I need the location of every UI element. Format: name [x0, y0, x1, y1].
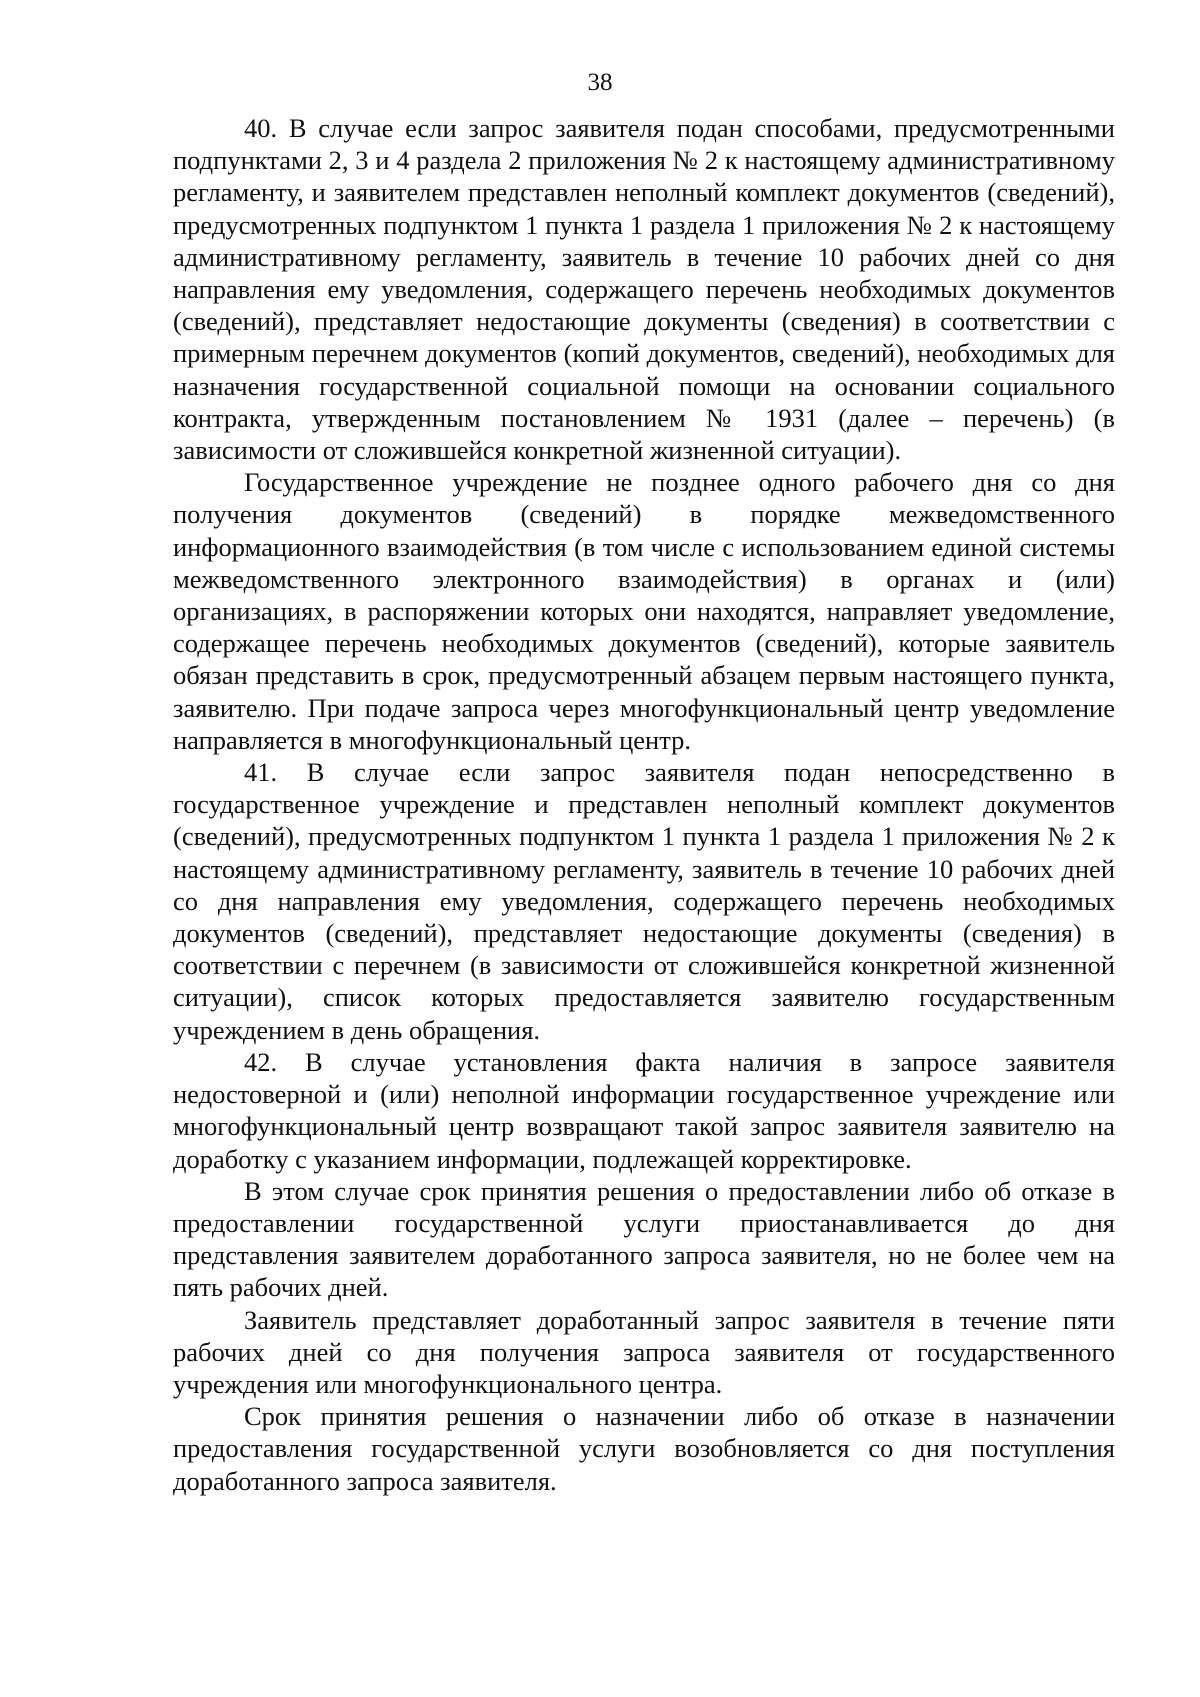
paragraph-40: 40. В случае если запрос заявителя подан способами, предусмотренными подпунктами 2, 3 и 4 раздела 2 приложения № 2 к настоящему административному регламенту, и заявителем представлен неполный комплект документов (сведений), предусмотренных подпунктом 1 пункта 1 раздела 1 приложения № 2 к настоящему административному регламенту, заявитель в течение 10 рабочих дней со дня направления ему уведомления, содержащего перечень необходимых документов (сведений), представляет недостающие документы (сведения) в соответствии с примерным перечнем документов (копий документов, сведений), необходимых для назначения государственной социальной помощи на основании социального контракта, утвержденным постановлением № 1931 (далее – перечень) (в зависимости от сложившейся конкретной жизненной ситуации).	[173, 113, 1115, 466]
document-body	[173, 112, 1115, 1497]
paragraph-42: 42. В случае установления факта наличия в запросе заявителя недостоверной и (или) неполной информации государственное учреждение или многофункциональный центр возвращают такой запрос заявителя заявителю на доработку с указанием информации, подлежащей корректировке.	[173, 1046, 1115, 1174]
paragraph-42-resubmission: Заявитель представляет доработанный запрос заявителя в течение пяти рабочих дней со дня получения запроса заявителя от государственного учреждения или многофункционального центра.	[173, 1304, 1115, 1399]
paragraph-42-resumption: Срок принятия решения о назначении либо об отказе в назначении предоставления государственной услуги возобновляется со дня поступления доработанного запроса заявителя.	[173, 1401, 1115, 1496]
paragraph-42-suspension: В этом случае срок принятия решения о предоставлении либо об отказе в предоставлении государственной услуги приостанавливается до дня представления заявителем доработанного запроса заявителя, но не более чем на пять рабочих дней.	[173, 1175, 1115, 1303]
paragraph-41: 41. В случае если запрос заявителя подан непосредственно в государственное учреждение и представлен неполный комплект документов (сведений), предусмотренных подпунктом 1 пункта 1 раздела 1 приложения № 2 к настоящему административному регламенту, заявитель в течение 10 рабочих дней со дня направления ему уведомления, содержащего перечень необходимых документов (сведений), представляет недостающие документы (сведения) в соответствии с перечнем (в зависимости от сложившейся конкретной жизненной ситуации), список которых предоставляется заявителю государственным учреждением в день обращения.	[173, 757, 1115, 1045]
page-number: 38	[587, 69, 613, 96]
paragraph-40-notification: Государственное учреждение не позднее одного рабочего дня со дня получения документов (сведений) в порядке межведомственного информационного взаимодействия (в том числе с использованием единой системы межведомственного электронного взаимодействия) в органах и (или) организациях, в распоряжении которых они находятся, направляет уведомление, содержащее перечень необходимых документов (сведений), которые заявитель обязан представить в срок, предусмотренный абзацем первым настоящего пункта, заявителю. При подаче запроса через многофункциональный центр уведомление направляется в многофункциональный центр.	[173, 467, 1115, 755]
